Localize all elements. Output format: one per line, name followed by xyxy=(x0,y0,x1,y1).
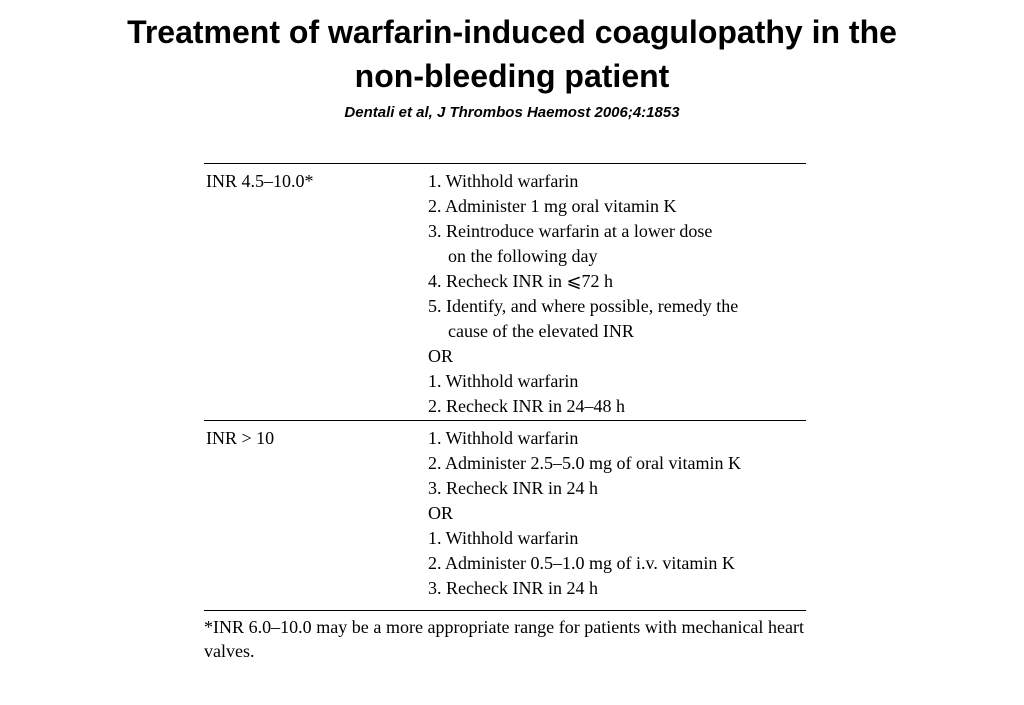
step-line: 2. Administer 0.5–1.0 mg of i.v. vitamin K xyxy=(428,553,735,573)
step-line: 1. Withhold warfarin xyxy=(428,171,579,191)
step-line: 3. Reintroduce warfarin at a lower dose xyxy=(428,221,713,241)
step-line: 4. Recheck INR in ⩽72 h xyxy=(428,271,614,291)
step-line: 1. Withhold warfarin xyxy=(428,428,579,448)
step-line: 2. Recheck INR in 24–48 h xyxy=(428,396,625,416)
citation: Dentali et al, J Thrombos Haemost 2006;4:1853 xyxy=(344,104,680,121)
criteria-cell: INR > 10 xyxy=(206,428,275,448)
steps-cell xyxy=(428,426,806,601)
step-line: 1. Withhold warfarin xyxy=(428,528,579,548)
step-line: 3. Recheck INR in 24 h xyxy=(428,478,598,498)
table-footnote: *INR 6.0–10.0 may be a more appropriate range for patients with mechanical heart valves. xyxy=(204,617,804,661)
table-row-inr-over-10 xyxy=(204,421,806,602)
criteria-cell: INR 4.5–10.0* xyxy=(206,171,314,191)
or-separator: OR xyxy=(428,503,454,523)
title-line-1: Treatment of warfarin-induced coagulopathy in the xyxy=(127,14,897,50)
slide-title xyxy=(0,10,1024,98)
step-line: 2. Administer 1 mg oral vitamin K xyxy=(428,196,677,216)
step-line: 2. Administer 2.5–5.0 mg of oral vitamin K xyxy=(428,453,741,473)
treatment-table xyxy=(204,163,806,663)
step-line-continued: cause of the elevated INR xyxy=(448,321,634,341)
step-line: 5. Identify, and where possible, remedy the xyxy=(428,296,739,316)
or-separator: OR xyxy=(428,346,454,366)
table-row-inr-4-5-10 xyxy=(204,164,806,420)
step-line-continued: on the following day xyxy=(448,246,598,266)
step-line: 1. Withhold warfarin xyxy=(428,371,579,391)
title-line-2: non-bleeding patient xyxy=(354,58,670,94)
steps-cell xyxy=(428,169,806,419)
step-line: 3. Recheck INR in 24 h xyxy=(428,578,598,598)
